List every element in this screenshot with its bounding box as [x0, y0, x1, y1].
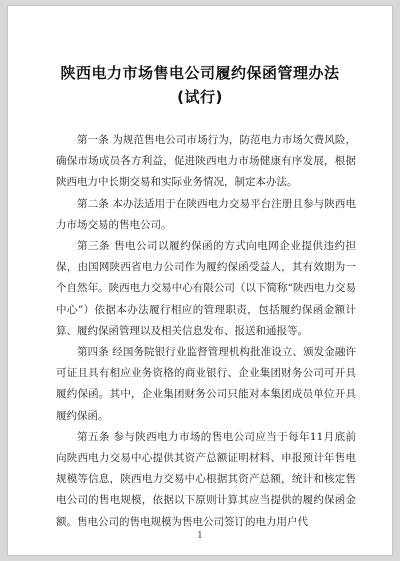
article-5-paragraph: 第五条 参与陕西电力市场的售电公司应当于每年11月底前向陕西电力交易中心提供其资产总额证明材料、申报预计年售电规模等信息，陕西电力交易中心根据其资产总额，统计和核定售电公司的售电规模，依据以下原则计算其应当提供的履约保函金额。售电公司的售电规模为售电公司签订的电力用户代	[56, 430, 356, 528]
article-1-paragraph: 第一条 为规范售电公司市场行为，防范电力市场欠费风险，确保市场成员各方利益，促进陕西电力市场健康有序发展，根据陕西电力中长期交易和实际业务情况，制定本办法。	[56, 134, 356, 189]
document-page	[8, 6, 392, 555]
document-title: 陕西电力市场售电公司履约保函管理办法	[60, 64, 340, 82]
article-2-paragraph: 第二条 本办法适用于在陕西电力交易平台注册且参与陕西电力市场交易的售电公司。	[56, 197, 356, 231]
article-3-paragraph: 第三条 售电公司以履约保函的方式向电网企业提供违约担保，由国网陕西省电力公司作为履约保函受益人，其有效期为一个自然年。陕西电力交易中心有限公司（以下简称“陕西电力交易中心”）依据本办法履行相应的管理职责，包括履约保函金额计算、履约保函管理以及相关信息发布、报送和通报等。	[56, 240, 356, 337]
document-body	[56, 130, 356, 533]
page-number: 1	[197, 531, 203, 541]
document-subtitle: (试行)	[177, 88, 223, 106]
article-4-paragraph: 第四条 经国务院银行业监督管理机构批准设立、颁发金融许可证且具有相应业务资格的商业银行、企业集团财务公司可开具履约保函。其中，企业集团财务公司只能对本集团成员单位开具履约保函。	[56, 346, 356, 422]
